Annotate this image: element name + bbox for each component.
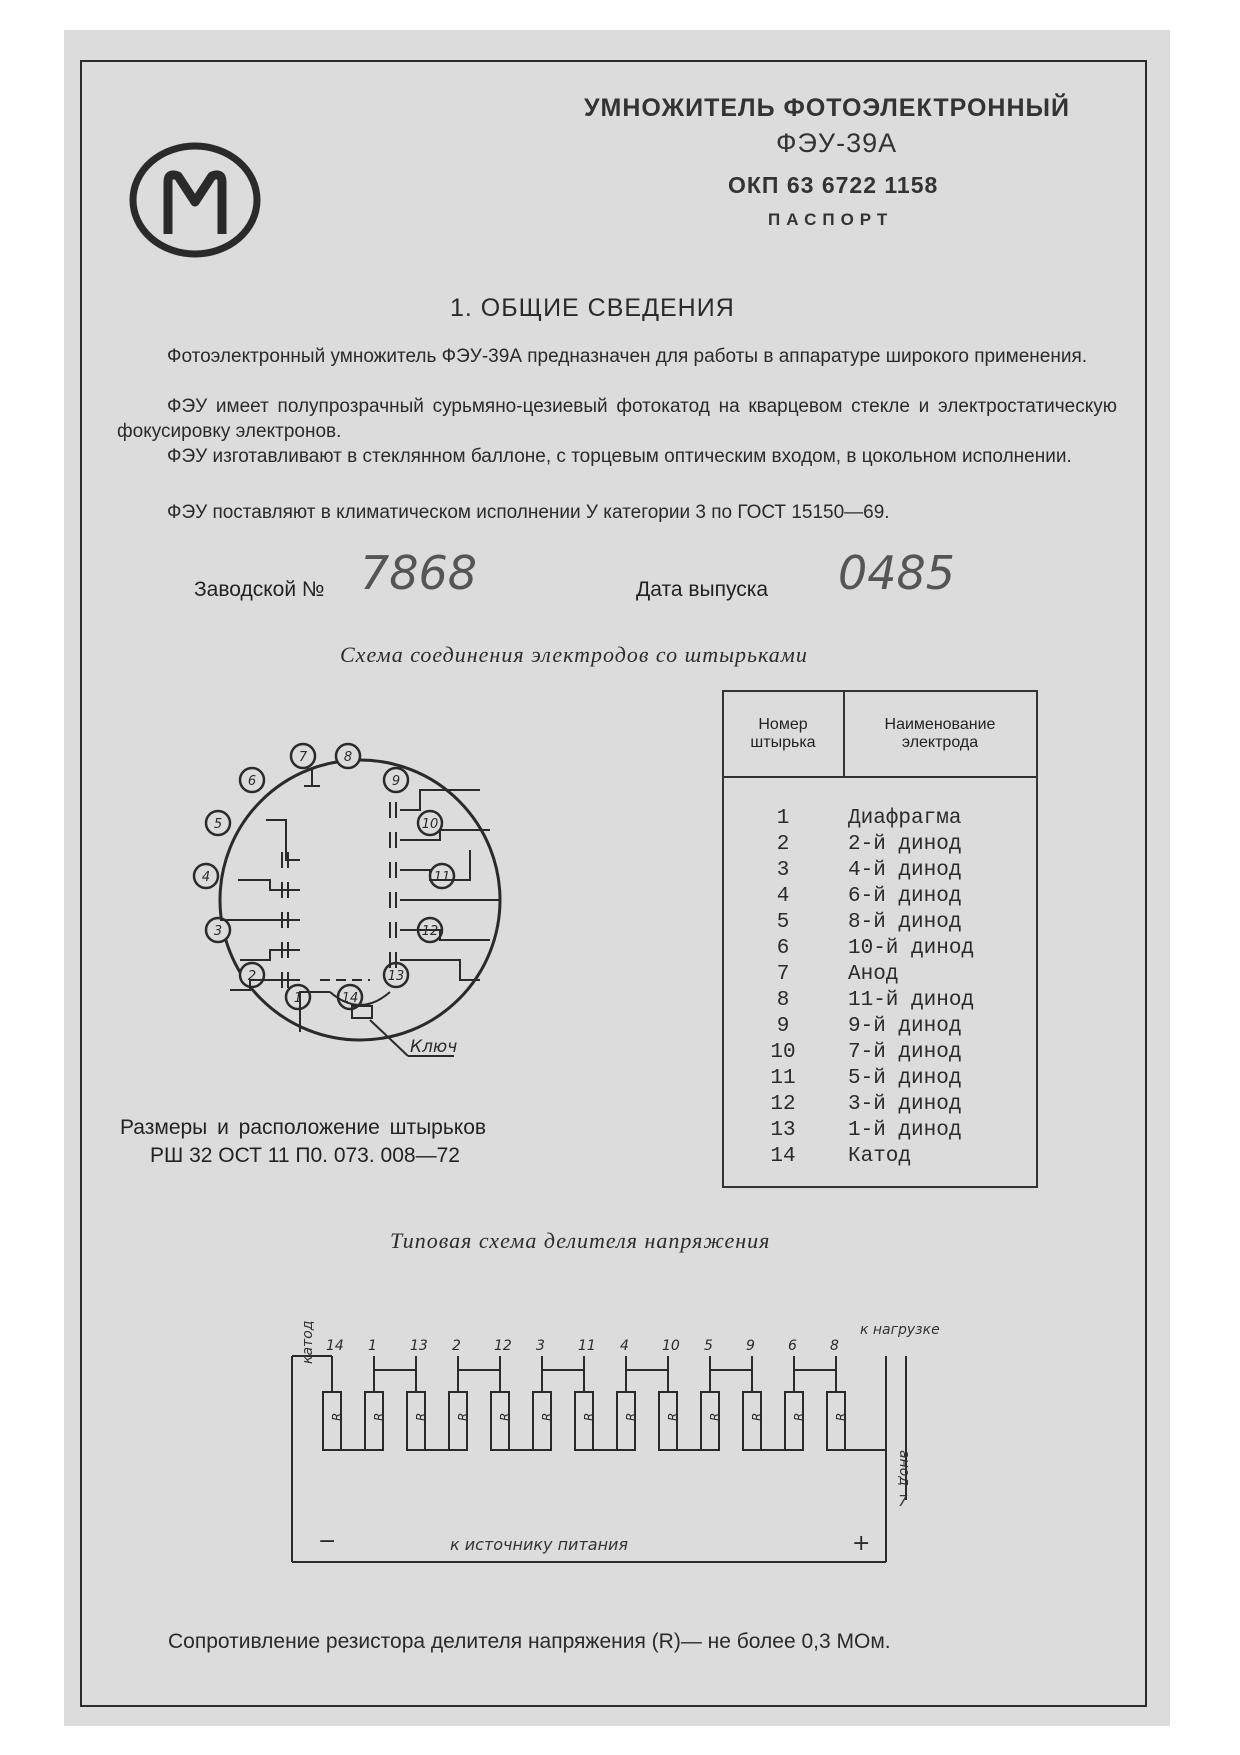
- plus-terminal: +: [852, 1531, 871, 1556]
- divider-pin-5: 5: [704, 1338, 713, 1354]
- table-row: 6 10-й динод: [776, 937, 975, 960]
- divider-pin-9: 9: [746, 1338, 755, 1354]
- paragraph-photocathode: ФЭУ имеет полупрозрачный сурьмяно-цезиевый фотокатод на кварцевом стекле и электростатическую фокусировку электронов.: [117, 396, 1117, 442]
- load-label: к нагрузке: [860, 1322, 940, 1338]
- cathode-label: катод: [300, 1320, 316, 1364]
- pin-4-label: 4: [201, 870, 211, 885]
- table-row: 9 9-й динод: [776, 1015, 962, 1038]
- supply-label: к источнику питания: [450, 1535, 629, 1554]
- pin-12-label: 12: [421, 924, 439, 939]
- resistor-label: R: [330, 1412, 344, 1421]
- divider-pin-3: 3: [536, 1338, 545, 1354]
- electrode-name-header: Наименование электрода: [884, 716, 996, 751]
- pin-table-divider: [843, 692, 845, 776]
- resistor-label: R: [540, 1412, 554, 1421]
- pin-table-body: [728, 806, 1034, 1170]
- anode-label: анод: [896, 1450, 912, 1486]
- pin-8-label: 8: [343, 750, 353, 765]
- resistor-label: R: [372, 1412, 386, 1421]
- okp-code: ОКП 63 6722 1158: [728, 172, 939, 198]
- resistor-label: R: [666, 1412, 680, 1421]
- resistor-label: R: [582, 1412, 596, 1421]
- resistor-label: R: [624, 1412, 638, 1421]
- voltage-divider-schematic: [290, 1300, 960, 1580]
- table-row: 13 1-й динод: [770, 1119, 962, 1142]
- divider-pin-11: 11: [578, 1338, 596, 1354]
- serial-number-handwritten: 7868: [360, 546, 478, 600]
- section-heading: 1. ОБЩИЕ СВЕДЕНИЯ: [450, 294, 735, 322]
- pin-7-label: 7: [298, 750, 308, 765]
- table-row: 2 2-й динод: [776, 833, 962, 856]
- paragraph-climate: ФЭУ поставляют в климатическом исполнении У категории 3 по ГОСТ 15150—69.: [167, 502, 890, 523]
- pin-6-label: 6: [247, 774, 257, 789]
- pin-13-label: 13: [387, 969, 405, 984]
- table-row: 5 8-й динод: [776, 911, 962, 934]
- table-row: 12 3-й динод: [770, 1093, 962, 1116]
- pin-2-label: 2: [247, 969, 257, 984]
- table-row: 7 Анод: [776, 963, 899, 986]
- table-row: 14 Катод: [770, 1145, 912, 1168]
- resistor-note: Сопротивление резистора делителя напряжения (R)— не более 0,3 МОм.: [168, 1630, 891, 1653]
- resistor-label: R: [456, 1412, 470, 1421]
- pin-11-label: 11: [433, 870, 451, 885]
- divider-pin-6: 6: [788, 1338, 797, 1354]
- resistor-label: R: [498, 1412, 512, 1421]
- table-row: 4 6-й динод: [776, 885, 962, 908]
- release-date-handwritten: 0485: [838, 546, 956, 600]
- pin-diagram-caption: Схема соединения электродов со штырьками: [340, 642, 808, 667]
- divider-pin-8: 8: [830, 1338, 839, 1354]
- resistor-label: R: [834, 1412, 848, 1421]
- pin-1-label: 1: [293, 991, 303, 1006]
- pin-number-header: Номер штырька: [750, 716, 816, 751]
- pin-10-label: 10: [421, 817, 439, 832]
- table-row: 8 11-й динод: [776, 989, 975, 1012]
- date-label: Дата выпуска: [636, 578, 769, 601]
- divider-caption: Типовая схема делителя напряжения: [390, 1228, 771, 1253]
- pin-table-header-line: [724, 776, 1036, 778]
- manufacturer-logo: [128, 142, 268, 258]
- divider-pin-12: 12: [494, 1338, 512, 1354]
- divider-pin-14: 14: [326, 1338, 344, 1354]
- divider-pin-13: 13: [410, 1338, 428, 1354]
- document-title-line1: УМНОЖИТЕЛЬ ФОТОЭЛЕКТРОННЫЙ: [584, 94, 1070, 122]
- pin-dimensions-standard: РШ 32 ОСТ 11 П0. 073. 008—72: [150, 1144, 460, 1167]
- paragraph-purpose: Фотоэлектронный умножитель ФЭУ-39А предназначен для работы в аппаратуре широкого применения.: [167, 346, 1088, 367]
- paragraph-construction: ФЭУ изготавливают в стеклянном баллоне, с торцевым оптическим входом, в цокольном исполнении.: [167, 446, 1072, 467]
- pin-dimensions-title: Размеры и расположение штырьков: [120, 1116, 487, 1139]
- pin-5-label: 5: [213, 817, 223, 832]
- device-model: ФЭУ-39А: [776, 128, 898, 158]
- key-label: Ключ: [410, 1037, 458, 1057]
- pin-3-label: 3: [213, 924, 223, 939]
- electrode-symbols: [220, 770, 500, 1056]
- minus-terminal: −: [318, 1529, 337, 1554]
- table-row: 11 5-й динод: [770, 1067, 962, 1090]
- table-row: 10 7-й динод: [770, 1041, 962, 1064]
- pin-9-label: 9: [391, 774, 401, 789]
- table-row: 1 Диафрагма: [776, 807, 962, 830]
- divider-pin-1: 1: [368, 1338, 377, 1354]
- resistor-label: R: [708, 1412, 722, 1421]
- anode-pin-label: 7: [898, 1492, 908, 1510]
- pin-14-label: 14: [341, 991, 359, 1006]
- document-type: ПАСПОРТ: [768, 210, 894, 229]
- divider-pin-4: 4: [620, 1338, 629, 1354]
- resistor-label: R: [750, 1412, 764, 1421]
- divider-pin-2: 2: [452, 1338, 461, 1354]
- resistor-label: R: [792, 1412, 806, 1421]
- pin-connection-diagram: [190, 730, 530, 1080]
- divider-pin-10: 10: [662, 1338, 680, 1354]
- resistor-label: R: [414, 1412, 428, 1421]
- table-row: 3 4-й динод: [776, 859, 962, 882]
- serial-label: Заводской №: [194, 578, 325, 601]
